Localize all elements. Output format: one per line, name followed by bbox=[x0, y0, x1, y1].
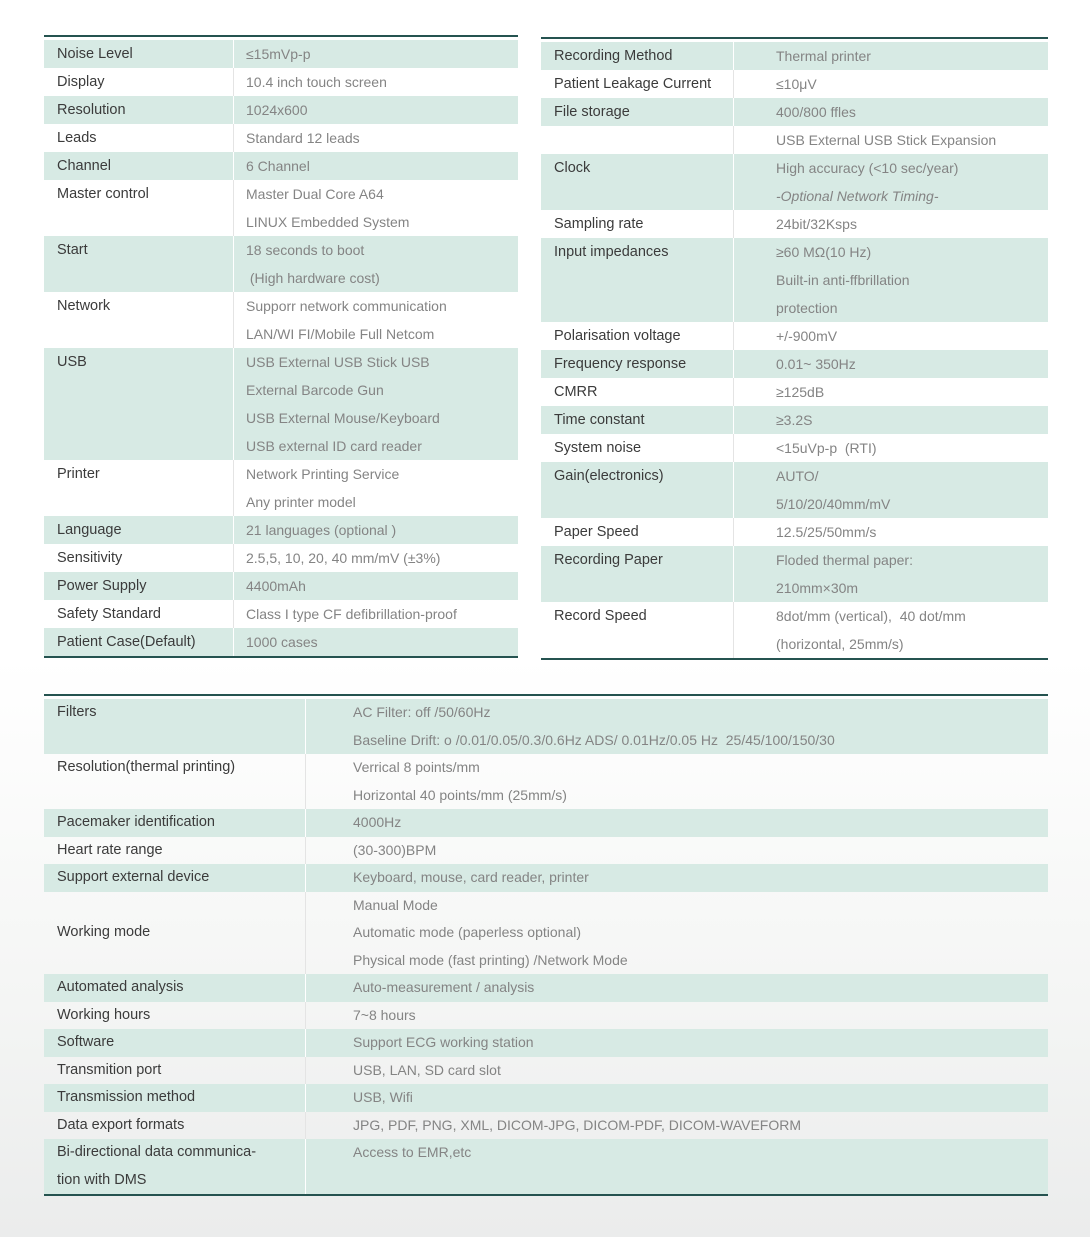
spec-value-line: Automatic mode (paperless optional) bbox=[353, 924, 582, 940]
spec-label-cell bbox=[44, 152, 233, 180]
spec-row bbox=[44, 68, 518, 96]
spec-row bbox=[541, 70, 1048, 98]
spec-row bbox=[44, 236, 518, 292]
spec-label-cell bbox=[44, 837, 305, 865]
spec-row bbox=[44, 1002, 1048, 1030]
spec-value-cell bbox=[233, 236, 518, 292]
spec-label: Leads bbox=[57, 130, 97, 146]
spec-value-line: Access to EMR,etc bbox=[353, 1144, 472, 1160]
spec-label-cell bbox=[44, 1029, 305, 1057]
spec-label: Paper Speed bbox=[554, 524, 639, 540]
spec-value-line: 24bit/32Ksps bbox=[776, 216, 857, 232]
spec-label-cell bbox=[44, 1057, 305, 1085]
spec-row bbox=[541, 238, 1048, 322]
spec-row bbox=[44, 544, 518, 572]
spec-label-cell bbox=[44, 40, 233, 68]
spec-row bbox=[541, 378, 1048, 406]
spec-label: Software bbox=[57, 1034, 115, 1050]
spec-label: Recording Paper bbox=[554, 552, 663, 568]
spec-value-cell bbox=[733, 98, 1048, 126]
spec-label-cell bbox=[44, 348, 233, 460]
spec-value-line: ≥3.2S bbox=[776, 412, 813, 428]
spec-row bbox=[44, 460, 518, 516]
spec-value-line: Any printer model bbox=[246, 494, 356, 510]
spec-label: USB bbox=[57, 354, 87, 370]
spec-value-line: Baseline Drift: o /0.01/0.05/0.3/0.6Hz ADS/ 0.01Hz/0.05 Hz 25/45/100/150/30 bbox=[353, 731, 835, 748]
spec-value-cell bbox=[233, 40, 518, 68]
spec-value-line: Support ECG working station bbox=[353, 1034, 534, 1050]
spec-row bbox=[44, 699, 1048, 754]
spec-value-line: USB External USB Stick Expansion bbox=[776, 132, 997, 148]
spec-value-cell bbox=[733, 42, 1048, 70]
spec-table-bottom bbox=[44, 694, 1048, 1196]
spec-value-cell bbox=[733, 406, 1048, 434]
spec-value-line: ≥125dB bbox=[776, 384, 825, 400]
spec-label-cell bbox=[541, 126, 733, 154]
spec-label-cell bbox=[541, 602, 733, 658]
spec-value-cell bbox=[733, 434, 1048, 462]
spec-value-line: JPG, PDF, PNG, XML, DICOM-JPG, DICOM-PDF, DICOM-WAVEFORM bbox=[353, 1116, 802, 1133]
spec-value-cell bbox=[733, 350, 1048, 378]
spec-row bbox=[44, 1057, 1048, 1085]
spec-value-cell bbox=[233, 460, 518, 516]
spec-value-cell bbox=[305, 892, 1048, 975]
spec-row bbox=[44, 1112, 1048, 1140]
spec-label-cell bbox=[541, 322, 733, 350]
spec-label: Bi-directional data communica- bbox=[57, 1144, 257, 1160]
spec-value-cell bbox=[233, 572, 518, 600]
spec-label: Filters bbox=[57, 704, 97, 720]
spec-row bbox=[44, 40, 518, 68]
spec-value-cell bbox=[233, 292, 518, 348]
spec-value-line: (High hardware cost) bbox=[246, 270, 380, 286]
spec-row bbox=[44, 892, 1048, 975]
spec-row bbox=[44, 837, 1048, 865]
spec-row bbox=[44, 600, 518, 628]
spec-label: Working mode bbox=[57, 924, 151, 940]
spec-value-line: Manual Mode bbox=[353, 896, 438, 913]
spec-label: Working hours bbox=[57, 1006, 151, 1023]
spec-value-line: Class I type CF defibrillation-proof bbox=[246, 606, 457, 622]
spec-value-cell bbox=[305, 1029, 1048, 1057]
spec-label-cell bbox=[541, 406, 733, 434]
spec-value-cell bbox=[733, 238, 1048, 322]
spec-row bbox=[44, 1029, 1048, 1057]
spec-value-cell bbox=[733, 126, 1048, 154]
spec-row bbox=[541, 154, 1048, 210]
spec-label: Time constant bbox=[554, 412, 645, 428]
spec-value-line: AC Filter: off /50/60Hz bbox=[353, 704, 491, 720]
spec-value-cell bbox=[305, 837, 1048, 865]
spec-value-cell bbox=[305, 864, 1048, 892]
spec-label: Transmition port bbox=[57, 1061, 162, 1078]
spec-value-line: 2.5,5, 10, 20, 40 mm/mV (±3%) bbox=[246, 550, 441, 566]
spec-row bbox=[44, 864, 1048, 892]
spec-label: Resolution(thermal printing) bbox=[57, 759, 236, 775]
spec-label bbox=[554, 126, 727, 154]
spec-value-line: 8dot/mm (vertical), 40 dot/mm bbox=[776, 608, 966, 624]
spec-label: Data export formats bbox=[57, 1116, 185, 1133]
spec-row bbox=[541, 322, 1048, 350]
spec-label: tion with DMS bbox=[57, 1171, 147, 1188]
spec-label-cell bbox=[44, 292, 233, 348]
spec-value-line: 4000Hz bbox=[353, 814, 402, 830]
spec-value-cell bbox=[233, 180, 518, 236]
spec-label: Support external device bbox=[57, 869, 210, 885]
spec-label: Display bbox=[57, 74, 105, 90]
spec-label-cell bbox=[44, 460, 233, 516]
spec-value-cell bbox=[733, 518, 1048, 546]
spec-value-line: <15uVp-p (RTI) bbox=[776, 440, 877, 456]
spec-value-line: USB External USB Stick USB bbox=[246, 354, 430, 370]
spec-value-cell bbox=[305, 974, 1048, 1002]
spec-row bbox=[541, 434, 1048, 462]
spec-label: Master control bbox=[57, 186, 149, 202]
spec-label-cell bbox=[541, 210, 733, 238]
spec-value-line: Horizontal 40 points/mm (25mm/s) bbox=[353, 786, 567, 803]
spec-value-line: Physical mode (fast printing) /Network Mode bbox=[353, 951, 628, 968]
spec-label: Network bbox=[57, 298, 111, 314]
spec-value-cell bbox=[233, 516, 518, 544]
spec-value-cell bbox=[733, 602, 1048, 658]
spec-value-line: 210mm×30m bbox=[776, 580, 859, 596]
spec-label-cell bbox=[541, 42, 733, 70]
spec-row bbox=[541, 210, 1048, 238]
spec-label: Sensitivity bbox=[57, 550, 123, 566]
spec-label-cell bbox=[44, 96, 233, 124]
spec-label-cell bbox=[44, 180, 233, 236]
spec-value-cell bbox=[733, 210, 1048, 238]
spec-value-line: (30-300)BPM bbox=[353, 841, 437, 858]
spec-label-cell bbox=[44, 68, 233, 96]
spec-value-line: USB External Mouse/Keyboard bbox=[246, 410, 440, 426]
spec-value-line: Keyboard, mouse, card reader, printer bbox=[353, 869, 589, 885]
spec-row bbox=[44, 628, 518, 656]
spec-label: Transmission method bbox=[57, 1089, 196, 1105]
spec-value-cell bbox=[305, 809, 1048, 837]
spec-row bbox=[44, 809, 1048, 837]
spec-value-cell bbox=[733, 70, 1048, 98]
spec-value-line: Supporr network communication bbox=[246, 298, 447, 314]
spec-value-line: 400/800 ffles bbox=[776, 104, 856, 120]
spec-label-cell bbox=[541, 518, 733, 546]
spec-value-line: Network Printing Service bbox=[246, 466, 400, 482]
spec-label: Channel bbox=[57, 158, 112, 174]
spec-row bbox=[44, 572, 518, 600]
spec-row bbox=[541, 602, 1048, 658]
spec-value-cell bbox=[233, 152, 518, 180]
spec-label-cell bbox=[44, 864, 305, 892]
spec-label-cell bbox=[541, 238, 733, 322]
spec-value-line: Thermal printer bbox=[776, 48, 871, 64]
spec-value-line: Standard 12 leads bbox=[246, 130, 360, 146]
spec-value-cell bbox=[305, 1057, 1048, 1085]
spec-value-cell bbox=[233, 68, 518, 96]
spec-value-cell bbox=[305, 1139, 1048, 1194]
spec-row bbox=[541, 462, 1048, 518]
spec-row bbox=[541, 98, 1048, 126]
spec-label: Resolution bbox=[57, 102, 126, 118]
spec-value-cell bbox=[233, 96, 518, 124]
spec-row bbox=[44, 516, 518, 544]
spec-table-right bbox=[541, 37, 1048, 660]
spec-value-cell bbox=[233, 600, 518, 628]
spec-value-line: AUTO/ bbox=[776, 468, 819, 484]
spec-value-line: 4400mAh bbox=[246, 578, 306, 594]
spec-table-left bbox=[44, 35, 518, 658]
spec-label: CMRR bbox=[554, 384, 598, 400]
spec-value-line: USB, LAN, SD card slot bbox=[353, 1061, 501, 1078]
spec-value-line: ≤15mVp-p bbox=[246, 46, 311, 62]
spec-label: Record Speed bbox=[554, 608, 647, 624]
spec-value-cell bbox=[733, 462, 1048, 518]
spec-label-cell bbox=[541, 70, 733, 98]
spec-value-cell bbox=[305, 1084, 1048, 1112]
spec-label: Safety Standard bbox=[57, 606, 161, 622]
spec-label-cell bbox=[44, 754, 305, 809]
spec-value-line: 21 languages (optional ) bbox=[246, 522, 397, 538]
spec-label: Recording Method bbox=[554, 48, 673, 64]
spec-label-cell bbox=[44, 544, 233, 572]
spec-value-line: 12.5/25/50mm/s bbox=[776, 524, 877, 540]
spec-label: File storage bbox=[554, 104, 630, 120]
spec-label-cell bbox=[44, 1112, 305, 1140]
spec-value-line: 1000 cases bbox=[246, 634, 318, 650]
spec-label-cell bbox=[44, 628, 233, 656]
spec-row bbox=[44, 292, 518, 348]
spec-value-line: 1024x600 bbox=[246, 102, 308, 118]
spec-value-line: ≤10μV bbox=[776, 76, 817, 92]
spec-value-cell bbox=[733, 154, 1048, 210]
spec-label-cell bbox=[44, 236, 233, 292]
spec-value-cell bbox=[305, 699, 1048, 754]
spec-value-line: +/-900mV bbox=[776, 328, 838, 344]
spec-row bbox=[44, 974, 1048, 1002]
spec-row bbox=[541, 546, 1048, 602]
spec-value-line: USB, Wifi bbox=[353, 1089, 413, 1105]
spec-value-line: LAN/WI FI/Mobile Full Netcom bbox=[246, 326, 435, 342]
spec-row bbox=[44, 1084, 1048, 1112]
spec-value-line: 10.4 inch touch screen bbox=[246, 74, 387, 90]
spec-value-line: USB external ID card reader bbox=[246, 438, 422, 454]
spec-value-line: -Optional Network Timing- bbox=[776, 188, 939, 204]
spec-row bbox=[44, 124, 518, 152]
spec-label: Language bbox=[57, 522, 122, 538]
spec-label: Patient Case(Default) bbox=[57, 634, 196, 650]
spec-value-cell bbox=[233, 348, 518, 460]
spec-row bbox=[44, 348, 518, 460]
spec-row bbox=[44, 754, 1048, 809]
spec-label-cell bbox=[44, 809, 305, 837]
spec-label-cell bbox=[44, 892, 305, 975]
spec-value-line: 5/10/20/40mm/mV bbox=[776, 496, 891, 512]
spec-row bbox=[541, 42, 1048, 70]
spec-label: System noise bbox=[554, 440, 642, 456]
spec-value-line: 6 Channel bbox=[246, 158, 310, 174]
spec-value-cell bbox=[305, 754, 1048, 809]
spec-label-cell bbox=[44, 124, 233, 152]
spec-value-cell bbox=[733, 546, 1048, 602]
spec-label: Automated analysis bbox=[57, 979, 184, 995]
spec-value-line: Master Dual Core A64 bbox=[246, 186, 384, 202]
spec-label-cell bbox=[541, 98, 733, 126]
spec-label: Noise Level bbox=[57, 46, 133, 62]
spec-label: Gain(electronics) bbox=[554, 468, 664, 484]
spec-row bbox=[44, 152, 518, 180]
spec-label: Patient Leakage Current bbox=[554, 76, 712, 92]
spec-value-line: ≥60 MΩ(10 Hz) bbox=[776, 244, 872, 260]
spec-value-line: 0.01~ 350Hz bbox=[776, 356, 856, 372]
spec-row bbox=[541, 406, 1048, 434]
spec-label-cell bbox=[541, 154, 733, 210]
spec-label-cell bbox=[541, 546, 733, 602]
spec-value-cell bbox=[233, 628, 518, 656]
spec-value-line: protection bbox=[776, 300, 838, 316]
spec-value-line: Verrical 8 points/mm bbox=[353, 759, 480, 775]
spec-value-line: Auto-measurement / analysis bbox=[353, 979, 535, 995]
spec-label-cell bbox=[44, 699, 305, 754]
spec-value-line: Floded thermal paper: bbox=[776, 552, 913, 568]
spec-value-cell bbox=[733, 378, 1048, 406]
spec-row bbox=[541, 126, 1048, 154]
spec-label: Start bbox=[57, 242, 88, 258]
spec-label-cell bbox=[44, 974, 305, 1002]
spec-row bbox=[541, 350, 1048, 378]
spec-label-cell bbox=[44, 1002, 305, 1030]
spec-value-line: LINUX Embedded System bbox=[246, 214, 410, 230]
spec-value-line: 18 seconds to boot bbox=[246, 242, 365, 258]
spec-label-cell bbox=[44, 1084, 305, 1112]
spec-label: Frequency response bbox=[554, 356, 687, 372]
spec-row bbox=[541, 518, 1048, 546]
spec-row bbox=[44, 1139, 1048, 1194]
spec-label: Heart rate range bbox=[57, 841, 163, 858]
spec-label: Power Supply bbox=[57, 578, 147, 594]
spec-label: Pacemaker identification bbox=[57, 814, 215, 830]
spec-label-cell bbox=[541, 350, 733, 378]
spec-label-cell bbox=[44, 600, 233, 628]
spec-value-cell bbox=[233, 124, 518, 152]
spec-value-cell bbox=[305, 1002, 1048, 1030]
spec-value-cell bbox=[305, 1112, 1048, 1140]
spec-label: Polarisation voltage bbox=[554, 328, 681, 344]
spec-label-cell bbox=[44, 516, 233, 544]
spec-label: Clock bbox=[554, 160, 591, 176]
spec-label-cell bbox=[541, 462, 733, 518]
spec-value-line: High accuracy (<10 sec/year) bbox=[776, 160, 959, 176]
spec-row bbox=[44, 180, 518, 236]
spec-value-cell bbox=[233, 544, 518, 572]
spec-label-cell bbox=[541, 378, 733, 406]
spec-value-line: 7~8 hours bbox=[353, 1006, 416, 1023]
spec-label: Printer bbox=[57, 466, 100, 482]
spec-label-cell bbox=[44, 1139, 305, 1194]
spec-row bbox=[44, 96, 518, 124]
spec-value-line: External Barcode Gun bbox=[246, 382, 384, 398]
spec-value-cell bbox=[733, 322, 1048, 350]
spec-label-cell bbox=[541, 434, 733, 462]
spec-label-cell bbox=[44, 572, 233, 600]
spec-value-line: Built-in anti-ffbrillation bbox=[776, 272, 910, 288]
spec-label: Input impedances bbox=[554, 244, 669, 260]
spec-label: Sampling rate bbox=[554, 216, 644, 232]
spec-value-line: (horizontal, 25mm/s) bbox=[776, 636, 904, 652]
